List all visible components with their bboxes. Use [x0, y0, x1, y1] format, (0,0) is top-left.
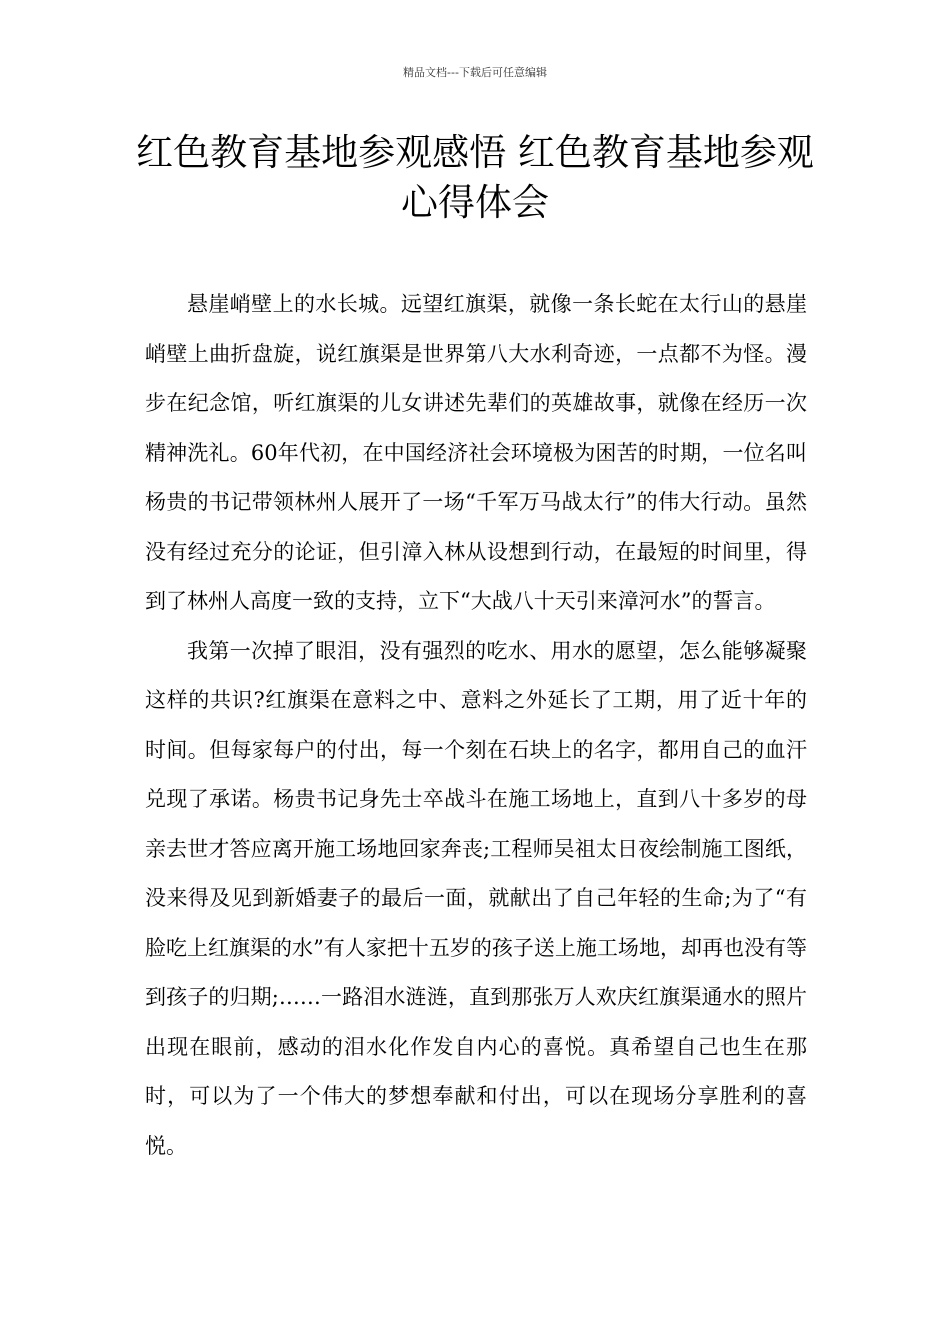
header-note: 精品文档---下载后可任意编辑: [403, 66, 547, 79]
document-body: [145, 280, 807, 1171]
document-title: 红色教育基地参观感悟 红色教育基地参观心得体会: [136, 131, 814, 224]
paragraph-1: 悬崖峭壁上的水长城。远望红旗渠，就像一条长蛇在太行山的悬崖峭壁上曲折盘旋，说红旗渠是世界第八大水利奇迹，一点都不为怪。漫步在纪念馆，听红旗渠的儿女讲述先辈们的英雄故事，就像在经历一次精神洗礼。60年代初，在中国经济社会环境极为困苦的时期，一位名叫杨贵的书记带领林州人展开了一场“千军万马战太行”的伟大行动。虽然没有经过充分的论证，但引漳入林从设想到行动，在最短的时间里，得到了林州人高度一致的支持，立下“大战八十天引来漳河水”的誓言。: [145, 292, 807, 613]
paragraph-2: 我第一次掉了眼泪，没有强烈的吃水、用水的愿望，怎么能够凝聚这样的共识?红旗渠在意料之中、意料之外延长了工期，用了近十年的时间。但每家每户的付出，每一个刻在石块上的名字，都用自己的血汗兑现了承诺。杨贵书记身先士卒战斗在施工场地上，直到八十多岁的母亲去世才答应离开施工场地回家奔丧;工程师吴祖太日夜绘制施工图纸，没来得及见到新婚妻子的最后一面，就献出了自己年轻的生命;为了“有脸吃上红旗渠的水”有人家把十五岁的孩子送上施工场地，却再也没有等到孩子的归期;……一路泪水涟涟，直到那张万人欢庆红旗渠通水的照片出现在眼前，感动的泪水化作发自内心的喜悦。真希望自己也生在那时，可以为了一个伟大的梦想奉献和付出，可以在现场分享胜利的喜悦。: [145, 638, 807, 1158]
